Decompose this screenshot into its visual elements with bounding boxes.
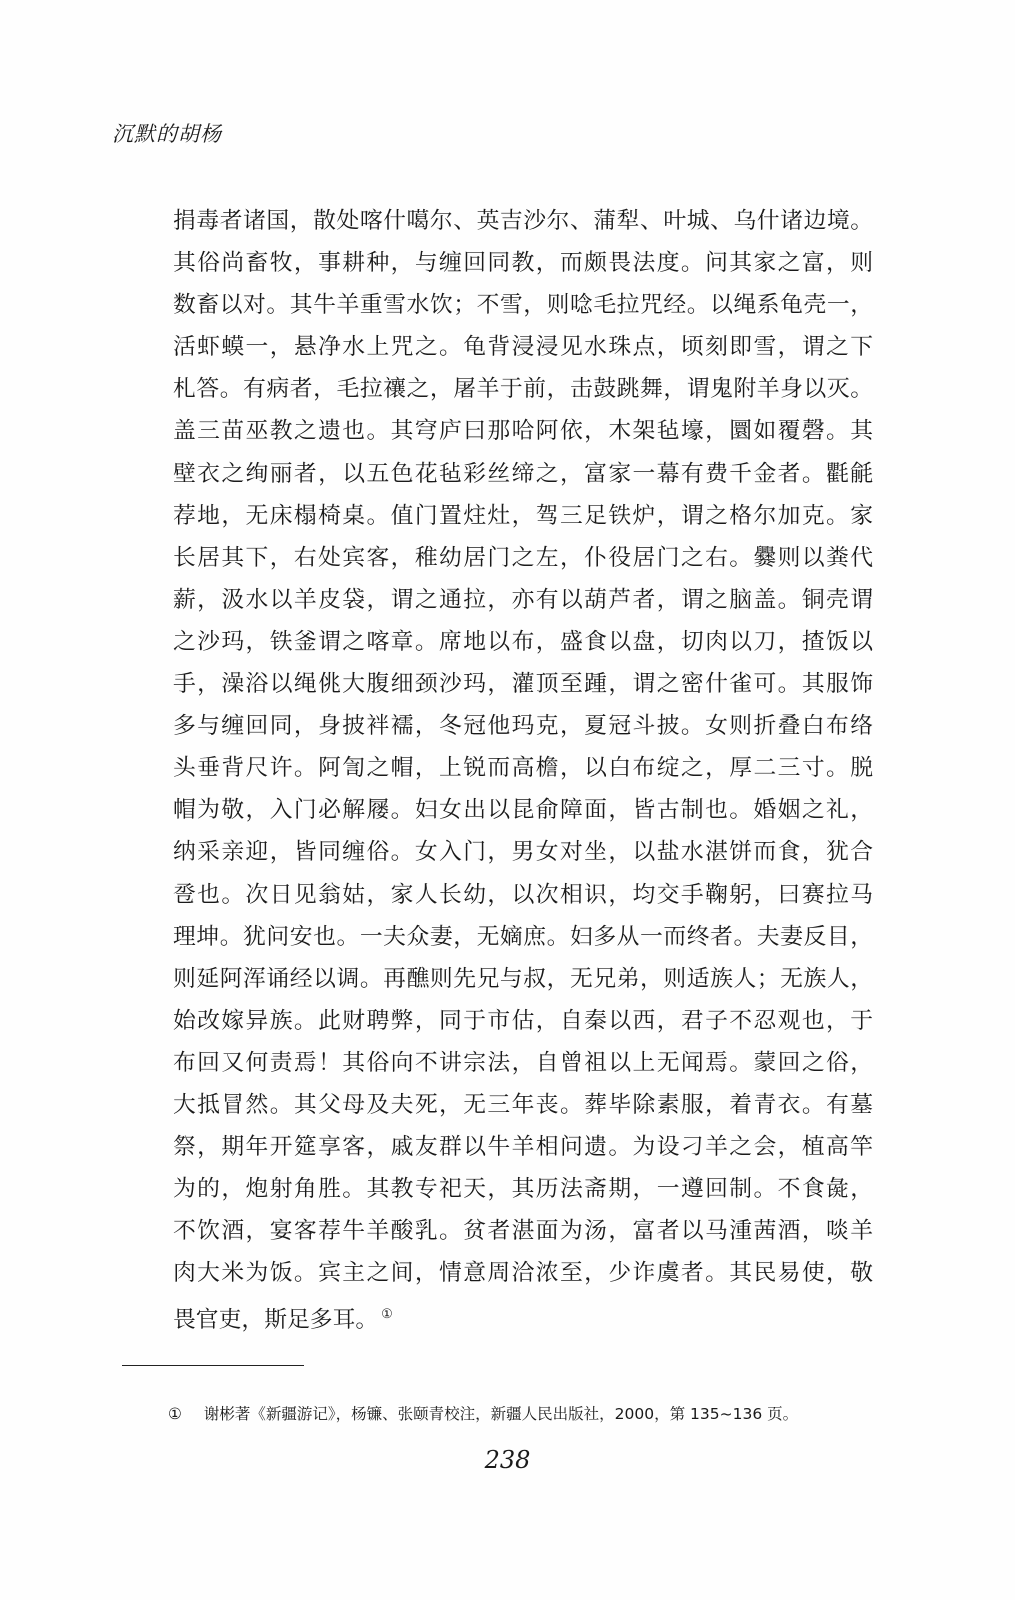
footnote — [168, 1402, 798, 1424]
body-line — [173, 579, 873, 621]
body-line — [173, 410, 873, 452]
body-line — [173, 705, 873, 747]
body-line — [173, 200, 873, 242]
body-line-text: 札答。有病者，毛拉禳之，屠羊于前，击鼓跳舞，谓鬼附羊身以灭。 — [173, 376, 873, 403]
body-line-text: 理坤。犹问安也。一夫众妻，无嫡庶。妇多从一而终者。夫妻反目， — [173, 923, 873, 950]
body-line — [173, 1042, 873, 1084]
body-line — [173, 1252, 873, 1294]
body-line — [173, 1294, 873, 1336]
body-line-text: 大抵冒然。其父母及夫死，无三年丧。葬毕除素服，着青衣。有墓 — [173, 1091, 873, 1118]
footnote-mark: ① — [168, 1405, 182, 1423]
body-line-text: 之沙玛，铁釜谓之喀章。席地以布，盛食以盘，切肉以刀，揸饭以 — [173, 628, 873, 655]
body-line — [173, 453, 873, 495]
body-line-text: 帽为敬，入门必解屦。妇女出以昆俞障面，皆古制也。婚姻之礼， — [173, 797, 873, 824]
body-line-text: 荐地，无床榻椅桌。值门置炷灶，驾三足铁炉，谓之格尔加克。家 — [173, 502, 873, 529]
body-line-text: 长居其下，右处宾客，稚幼居门之左，仆役居门之右。爨则以粪代 — [173, 544, 873, 571]
body-line-text: 布回又何责焉！其俗向不讲宗法，自曾祖以上无闻焉。蒙回之俗， — [173, 1049, 873, 1076]
body-line-text: 其俗尚畜牧，事耕种，与缠回同教，而颇畏法度。问其家之富，则 — [173, 250, 873, 277]
body-line-text: 卺也。次日见翁姑，家人长幼，以次相识，均交手鞠躬，曰赛拉马 — [173, 881, 873, 908]
body-line-text: 不饮酒，宴客荐牛羊酸乳。贫者湛面为汤，富者以马湩茜酒，啖羊 — [173, 1218, 873, 1245]
body-line-text: 头垂背尺许。阿訇之帽，上锐而高檐，以白布绽之，厚二三寸。脱 — [173, 755, 873, 782]
body-line — [173, 789, 873, 831]
body-text — [173, 200, 873, 1337]
body-line — [173, 958, 873, 1000]
body-line — [173, 621, 873, 663]
body-line — [173, 874, 873, 916]
body-line-text: 肉大米为饭。宾主之间，情意周洽浓至，少诈虞者。其民易使，敬 — [173, 1260, 873, 1287]
body-line-text: 薪，汲水以羊皮袋，谓之通拉，亦有以葫芦者，谓之脑盖。铜壳谓 — [173, 586, 873, 613]
body-line — [173, 1126, 873, 1168]
body-line-text: 捐毒者诸国，散处喀什噶尔、英吉沙尔、蒲犁、叶城、乌什诸边境。 — [173, 208, 873, 234]
body-line — [173, 916, 873, 958]
footnote-reference[interactable]: ① — [381, 1307, 393, 1323]
body-line-text: 畏官吏，斯足多耳。 — [173, 1307, 379, 1334]
body-line-text: 盖三苗巫教之遗也。其穹庐曰那哈阿依，木架毡壕，圜如覆磬。其 — [173, 418, 873, 445]
body-line-text: 活虾蟆一，悬净水上咒之。龟背浸浸见水珠点，顷刻即雪，谓之下 — [173, 334, 873, 361]
body-line — [173, 1084, 873, 1126]
body-line-text: 数畜以对。其牛羊重雪水饮；不雪，则唸毛拉咒经。以绳系龟壳一， — [173, 292, 873, 319]
body-line — [173, 242, 873, 284]
footnote-rule — [122, 1365, 304, 1366]
body-line — [173, 1000, 873, 1042]
body-line-text: 祭，期年开筵享客，戚友群以牛羊相问遗。为设刁羊之会，植高竿 — [173, 1134, 873, 1161]
page-number: 238 — [484, 1446, 531, 1474]
body-line — [173, 368, 873, 410]
body-line — [173, 284, 873, 326]
body-line — [173, 537, 873, 579]
footnote-text: 谢彬著《新疆游记》，杨镰、张颐青校注，新疆人民出版社，2000，第 135~136 页。 — [203, 1405, 799, 1423]
body-line — [173, 747, 873, 789]
body-line — [173, 663, 873, 705]
body-line — [173, 831, 873, 873]
body-line-text: 为的，炮射角胜。其教专祀天，其历法斋期，一遵回制。不食彘， — [173, 1176, 873, 1203]
running-head: 沉默的胡杨 — [112, 122, 222, 146]
body-line-text: 手，澡浴以绳佻大腹细颈沙玛，灌顶至踵，谓之密什雀可。其服饰 — [173, 671, 873, 698]
body-line-text: 纳采亲迎，皆同缠俗。女入门，男女对坐，以盐水湛饼而食，犹合 — [173, 839, 873, 866]
body-line — [173, 326, 873, 368]
body-line-text: 多与缠回同，身披袢襦，冬冠他玛克，夏冠斗披。女则折叠白布络 — [173, 713, 873, 740]
body-line — [173, 495, 873, 537]
body-line-text: 则延阿浑诵经以调。再醮则先兄与叔，无兄弟，则适族人；无族人， — [173, 965, 873, 992]
body-line-text: 壁衣之绚丽者，以五色花毡彩丝缔之，富家一幕有费千金者。氍毹 — [173, 460, 873, 487]
body-line-text: 始改嫁异族。此财聘弊，同于市估，自秦以西，君子不忍观也，于 — [173, 1007, 873, 1034]
body-line — [173, 1168, 873, 1210]
body-line — [173, 1210, 873, 1252]
